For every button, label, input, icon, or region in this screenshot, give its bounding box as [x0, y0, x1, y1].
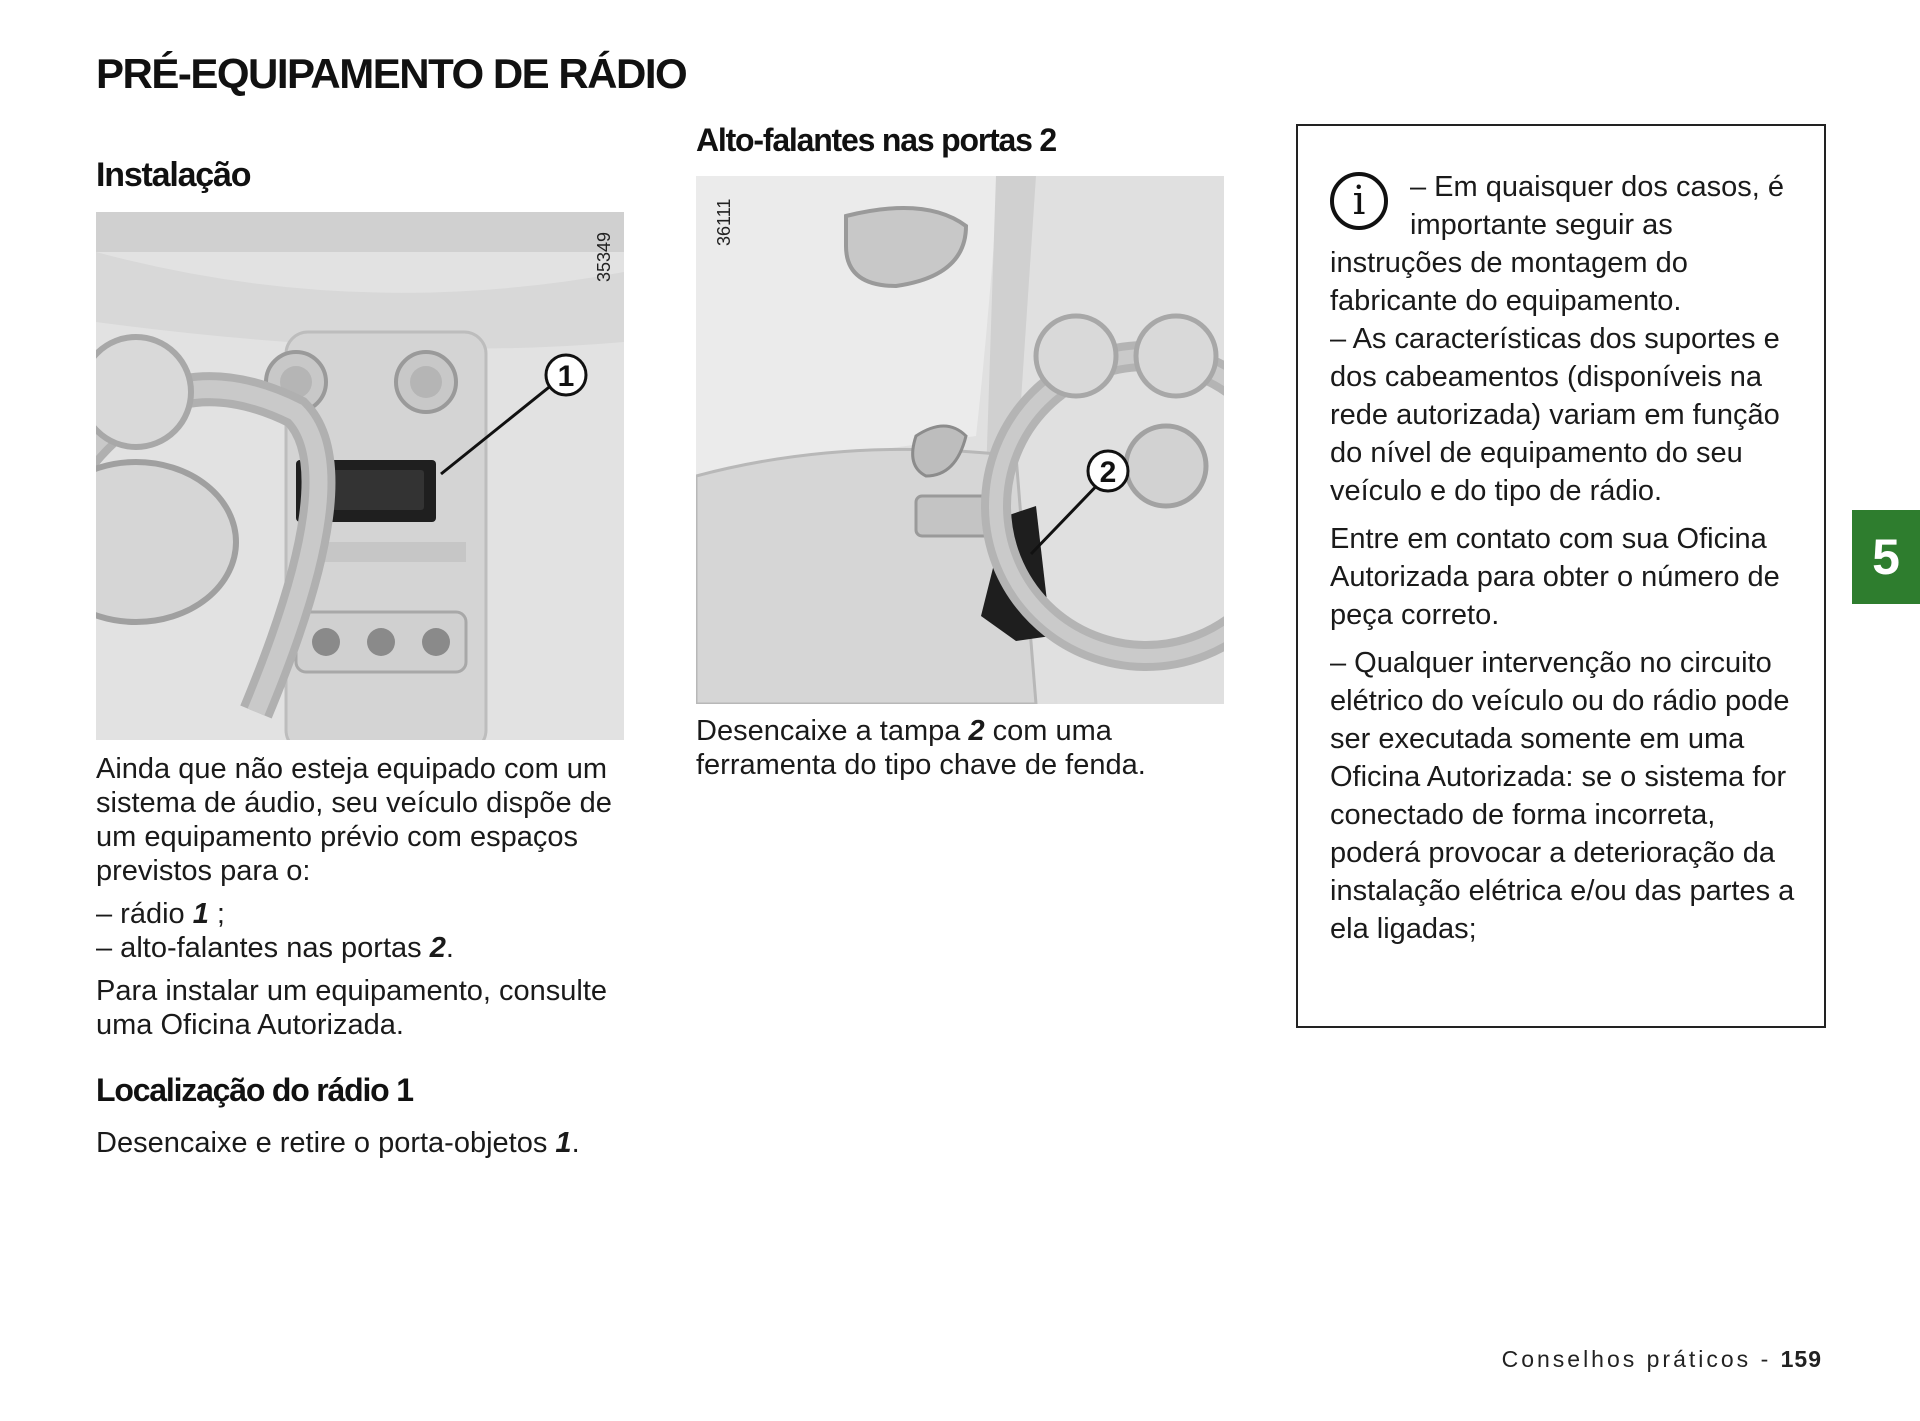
- list-item: – alto-falantes nas portas 2.: [96, 932, 454, 964]
- dashboard-callout: 1: [557, 360, 575, 393]
- info-paragraph: – Qualquer intervenção no circuito elétrico do veículo ou do rádio pode ser executada somente em uma Oficina Autorizada: se o sistema for conectado de forma incorreta, poderá provocar a deterioração da instalação elétrica e/ou das partes a ela ligadas;: [1330, 647, 1795, 945]
- door-panel-figure-code: 36111: [714, 198, 734, 246]
- chapter-tab: 5: [1852, 510, 1920, 604]
- installation-list: [96, 897, 636, 965]
- radio-location-heading: Localização do rádio 1: [96, 1072, 413, 1108]
- info-text: [1330, 168, 1800, 948]
- page-footer: [1502, 1346, 1822, 1373]
- info-paragraph: – As características dos suportes e dos cabeamentos (disponíveis na rede autorizada) variam em função do nível de equipamento do seu veículo e do tipo de rádio.: [1330, 323, 1780, 507]
- installation-intro: Ainda que não esteja equipado com um sistema de áudio, seu veículo dispõe de um equipamento prévio com espaços previstos para o:: [96, 753, 612, 887]
- info-paragraph: Entre em contato com sua Oficina Autorizada para obter o número de peça correto.: [1330, 523, 1780, 631]
- installation-heading: Instalação: [96, 156, 251, 194]
- radio-location-text: Desencaixe e retire o porta-objetos 1.: [96, 1127, 580, 1159]
- door-panel-callout: 2: [1099, 456, 1117, 489]
- info-box: [1296, 124, 1826, 1028]
- page-title: PRÉ-EQUIPAMENTO DE RÁDIO: [96, 50, 687, 97]
- installation-outro: Para instalar um equipamento, consulte uma Oficina Autorizada.: [96, 975, 608, 1041]
- list-item: – rádio 1 ;: [96, 898, 225, 930]
- page-number: 159: [1780, 1346, 1822, 1372]
- dashboard-illustration: [96, 212, 624, 740]
- info-paragraph: – Em quaisquer dos casos, é importante seguir as instruções de montagem do fabricante do equipamento.: [1330, 171, 1784, 317]
- dashboard-figure-code: 35349: [594, 231, 614, 282]
- installation-body: [96, 752, 636, 1042]
- door-speakers-text: Desencaixe a tampa 2 com uma ferramenta do tipo chave de fenda.: [696, 715, 1146, 781]
- dashboard-figure: [96, 212, 624, 740]
- door-panel-figure: [696, 176, 1224, 704]
- info-icon: i: [1330, 172, 1388, 230]
- door-panel-illustration: [696, 176, 1224, 704]
- door-speakers-heading: Alto-falantes nas portas 2: [696, 122, 1057, 158]
- footer-section: Conselhos práticos -: [1501, 1346, 1781, 1372]
